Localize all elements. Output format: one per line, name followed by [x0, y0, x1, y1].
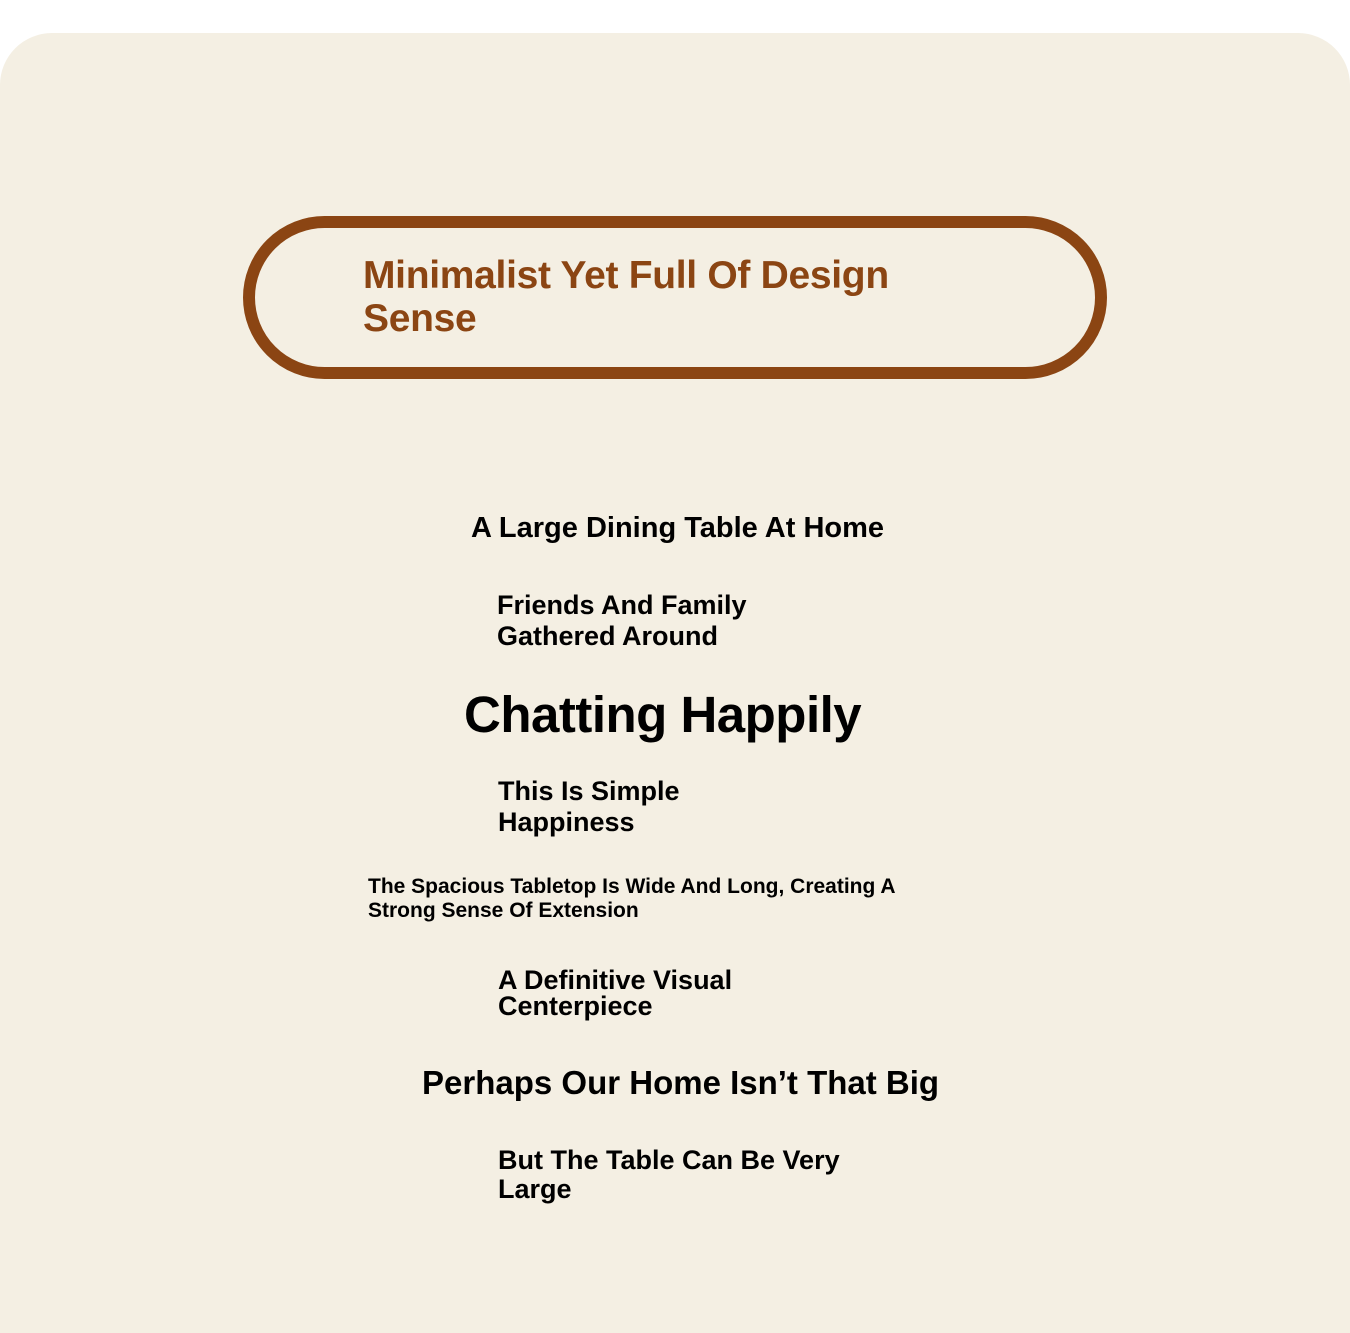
text-line-dining-table: A Large Dining Table At Home	[471, 512, 885, 544]
text-line-simple-happiness: This Is Simple Happiness	[498, 776, 680, 837]
text-line-chatting-happily: Chatting Happily	[464, 686, 862, 743]
text-line-spacious-tabletop: The Spacious Tabletop Is Wide And Long, Creating A Strong Sense Of Extension	[368, 875, 895, 922]
text-line-friends-family: Friends And Family Gathered Around	[497, 590, 747, 651]
text-line-table-very-large: But The Table Can Be Very Large	[498, 1145, 840, 1204]
text-line-home-not-big: Perhaps Our Home Isn’t That Big	[422, 1064, 940, 1101]
text-line-visual-centerpiece: A Definitive Visual Centerpiece	[498, 965, 733, 1021]
page-title: Minimalist Yet Full Of Design Sense	[363, 254, 889, 340]
